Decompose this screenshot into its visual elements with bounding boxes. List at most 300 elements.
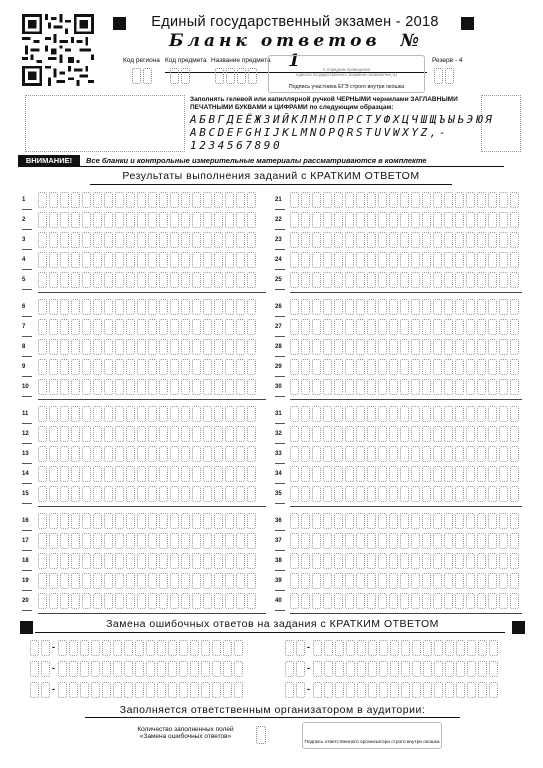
answer-cell[interactable] xyxy=(214,339,223,355)
answer-cell[interactable] xyxy=(49,299,58,315)
answer-cell[interactable] xyxy=(444,252,453,268)
answer-cell[interactable] xyxy=(499,192,508,208)
replacement-cell[interactable] xyxy=(346,682,355,698)
answer-cell[interactable] xyxy=(334,533,343,549)
replacement-cell[interactable] xyxy=(456,640,465,656)
answer-cell[interactable] xyxy=(411,446,420,462)
answer-cell[interactable] xyxy=(192,299,201,315)
answer-cell[interactable] xyxy=(356,406,365,422)
answer-cell[interactable] xyxy=(170,212,179,228)
answer-cell[interactable] xyxy=(367,252,376,268)
answer-cell[interactable] xyxy=(312,192,321,208)
replacement-cell[interactable] xyxy=(113,682,122,698)
answer-cell[interactable] xyxy=(477,553,486,569)
answer-cell[interactable] xyxy=(181,486,190,502)
answer-cell[interactable] xyxy=(455,212,464,228)
answer-cell[interactable] xyxy=(115,533,124,549)
replacement-cell[interactable] xyxy=(368,640,377,656)
replacement-cell[interactable] xyxy=(296,682,305,698)
answer-cell[interactable] xyxy=(82,446,91,462)
replacement-cell[interactable] xyxy=(313,682,322,698)
answer-cell[interactable] xyxy=(203,406,212,422)
replacement-cell[interactable] xyxy=(223,640,232,656)
replacement-cell[interactable] xyxy=(285,640,294,656)
answer-cell[interactable] xyxy=(170,299,179,315)
answer-cell[interactable] xyxy=(214,359,223,375)
answer-cell[interactable] xyxy=(378,299,387,315)
answer-cell[interactable] xyxy=(181,299,190,315)
answer-cell[interactable] xyxy=(323,593,332,609)
answer-cell[interactable] xyxy=(345,379,354,395)
answer-cell[interactable] xyxy=(49,232,58,248)
replacement-cell[interactable] xyxy=(296,640,305,656)
answer-cell[interactable] xyxy=(422,379,431,395)
answer-cell[interactable] xyxy=(510,533,519,549)
answer-cell[interactable] xyxy=(82,573,91,589)
answer-cell[interactable] xyxy=(488,299,497,315)
answer-cell[interactable] xyxy=(455,232,464,248)
answer-cell[interactable] xyxy=(389,486,398,502)
answer-cell[interactable] xyxy=(236,272,245,288)
answer-cell[interactable] xyxy=(247,446,256,462)
replacement-cell[interactable] xyxy=(324,640,333,656)
answer-cell[interactable] xyxy=(115,299,124,315)
answer-cell[interactable] xyxy=(225,319,234,335)
answer-cell[interactable] xyxy=(170,319,179,335)
replacement-cell[interactable] xyxy=(168,640,177,656)
answer-cell[interactable] xyxy=(356,339,365,355)
answer-cell[interactable] xyxy=(192,252,201,268)
answer-cell[interactable] xyxy=(115,446,124,462)
replacement-cell[interactable] xyxy=(412,682,421,698)
answer-cell[interactable] xyxy=(60,486,69,502)
replacement-cell[interactable] xyxy=(157,640,166,656)
answer-cell[interactable] xyxy=(49,426,58,442)
answer-cell[interactable] xyxy=(148,212,157,228)
answer-cell[interactable] xyxy=(203,339,212,355)
answer-cell[interactable] xyxy=(433,359,442,375)
answer-cell[interactable] xyxy=(93,272,102,288)
answer-cell[interactable] xyxy=(225,299,234,315)
answer-cell[interactable] xyxy=(466,359,475,375)
replacement-cell[interactable] xyxy=(379,682,388,698)
answer-cell[interactable] xyxy=(115,573,124,589)
answer-cell[interactable] xyxy=(466,426,475,442)
answer-cell[interactable] xyxy=(400,573,409,589)
replacement-cell[interactable] xyxy=(357,661,366,677)
answer-cell[interactable] xyxy=(137,466,146,482)
answer-cell[interactable] xyxy=(82,359,91,375)
answer-cell[interactable] xyxy=(477,486,486,502)
answer-cell[interactable] xyxy=(510,319,519,335)
answer-cell[interactable] xyxy=(290,446,299,462)
answer-cell[interactable] xyxy=(203,573,212,589)
answer-cell[interactable] xyxy=(236,573,245,589)
answer-cell[interactable] xyxy=(290,212,299,228)
replacement-cell[interactable] xyxy=(69,661,78,677)
answer-cell[interactable] xyxy=(170,272,179,288)
answer-cell[interactable] xyxy=(323,359,332,375)
answer-cell[interactable] xyxy=(466,593,475,609)
reserve-cell[interactable] xyxy=(445,68,454,84)
answer-cell[interactable] xyxy=(455,406,464,422)
answer-cell[interactable] xyxy=(433,232,442,248)
answer-cell[interactable] xyxy=(488,553,497,569)
answer-cell[interactable] xyxy=(159,486,168,502)
answer-cell[interactable] xyxy=(104,486,113,502)
answer-cell[interactable] xyxy=(455,573,464,589)
answer-cell[interactable] xyxy=(334,272,343,288)
answer-cell[interactable] xyxy=(378,513,387,529)
answer-cell[interactable] xyxy=(444,299,453,315)
answer-cell[interactable] xyxy=(389,379,398,395)
answer-cell[interactable] xyxy=(455,446,464,462)
answer-cell[interactable] xyxy=(389,446,398,462)
answer-cell[interactable] xyxy=(93,359,102,375)
answer-cell[interactable] xyxy=(126,272,135,288)
answer-cell[interactable] xyxy=(93,212,102,228)
replacement-cell[interactable] xyxy=(212,640,221,656)
answer-cell[interactable] xyxy=(356,486,365,502)
answer-cell[interactable] xyxy=(214,232,223,248)
replacement-cell[interactable] xyxy=(80,661,89,677)
answer-cell[interactable] xyxy=(192,406,201,422)
replacement-cell[interactable] xyxy=(401,640,410,656)
answer-cell[interactable] xyxy=(71,232,80,248)
answer-cell[interactable] xyxy=(126,466,135,482)
answer-cell[interactable] xyxy=(148,232,157,248)
answer-cell[interactable] xyxy=(301,379,310,395)
answer-cell[interactable] xyxy=(115,359,124,375)
answer-cell[interactable] xyxy=(192,553,201,569)
answer-cell[interactable] xyxy=(214,513,223,529)
answer-cell[interactable] xyxy=(367,553,376,569)
answer-cell[interactable] xyxy=(170,513,179,529)
answer-cell[interactable] xyxy=(71,299,80,315)
answer-cell[interactable] xyxy=(71,212,80,228)
answer-cell[interactable] xyxy=(477,272,486,288)
answer-cell[interactable] xyxy=(389,252,398,268)
replacement-cell[interactable] xyxy=(30,682,39,698)
answer-cell[interactable] xyxy=(159,359,168,375)
answer-cell[interactable] xyxy=(192,359,201,375)
answer-cell[interactable] xyxy=(170,426,179,442)
answer-cell[interactable] xyxy=(290,359,299,375)
answer-cell[interactable] xyxy=(455,466,464,482)
answer-cell[interactable] xyxy=(334,553,343,569)
answer-cell[interactable] xyxy=(488,446,497,462)
answer-cell[interactable] xyxy=(323,272,332,288)
answer-cell[interactable] xyxy=(367,299,376,315)
answer-cell[interactable] xyxy=(356,553,365,569)
answer-cell[interactable] xyxy=(367,426,376,442)
answer-cell[interactable] xyxy=(334,466,343,482)
answer-cell[interactable] xyxy=(203,533,212,549)
answer-cell[interactable] xyxy=(159,466,168,482)
answer-cell[interactable] xyxy=(422,232,431,248)
replacement-cell[interactable] xyxy=(223,682,232,698)
answer-cell[interactable] xyxy=(422,513,431,529)
answer-cell[interactable] xyxy=(301,252,310,268)
answer-cell[interactable] xyxy=(389,232,398,248)
answer-cell[interactable] xyxy=(334,339,343,355)
answer-cell[interactable] xyxy=(214,192,223,208)
answer-cell[interactable] xyxy=(93,339,102,355)
answer-cell[interactable] xyxy=(71,533,80,549)
answer-cell[interactable] xyxy=(82,379,91,395)
answer-cell[interactable] xyxy=(510,466,519,482)
answer-cell[interactable] xyxy=(225,192,234,208)
replacement-cell[interactable] xyxy=(346,640,355,656)
answer-cell[interactable] xyxy=(312,486,321,502)
replacement-cell[interactable] xyxy=(324,682,333,698)
answer-cell[interactable] xyxy=(433,212,442,228)
replacement-cell[interactable] xyxy=(190,640,199,656)
answer-cell[interactable] xyxy=(38,593,47,609)
answer-cell[interactable] xyxy=(345,252,354,268)
answer-cell[interactable] xyxy=(290,192,299,208)
answer-cell[interactable] xyxy=(159,553,168,569)
answer-cell[interactable] xyxy=(422,272,431,288)
answer-cell[interactable] xyxy=(170,359,179,375)
reserve-cell[interactable] xyxy=(434,68,443,84)
answer-cell[interactable] xyxy=(148,446,157,462)
answer-cell[interactable] xyxy=(499,232,508,248)
answer-cell[interactable] xyxy=(290,426,299,442)
answer-cell[interactable] xyxy=(192,593,201,609)
answer-cell[interactable] xyxy=(433,299,442,315)
answer-cell[interactable] xyxy=(499,486,508,502)
answer-cell[interactable] xyxy=(400,252,409,268)
answer-cell[interactable] xyxy=(93,232,102,248)
answer-cell[interactable] xyxy=(203,553,212,569)
replacement-cell[interactable] xyxy=(69,682,78,698)
answer-cell[interactable] xyxy=(455,593,464,609)
answer-cell[interactable] xyxy=(93,513,102,529)
answer-cell[interactable] xyxy=(170,252,179,268)
answer-cell[interactable] xyxy=(466,212,475,228)
answer-cell[interactable] xyxy=(115,319,124,335)
answer-cell[interactable] xyxy=(466,272,475,288)
answer-cell[interactable] xyxy=(38,446,47,462)
answer-cell[interactable] xyxy=(312,319,321,335)
answer-cell[interactable] xyxy=(192,486,201,502)
answer-cell[interactable] xyxy=(203,426,212,442)
answer-cell[interactable] xyxy=(181,379,190,395)
answer-cell[interactable] xyxy=(488,426,497,442)
answer-cell[interactable] xyxy=(115,192,124,208)
answer-cell[interactable] xyxy=(389,192,398,208)
answer-cell[interactable] xyxy=(159,573,168,589)
replacement-cell[interactable] xyxy=(412,640,421,656)
answer-cell[interactable] xyxy=(71,486,80,502)
answer-cell[interactable] xyxy=(82,319,91,335)
answer-cell[interactable] xyxy=(477,573,486,589)
answer-cell[interactable] xyxy=(466,553,475,569)
answer-cell[interactable] xyxy=(214,426,223,442)
answer-cell[interactable] xyxy=(214,446,223,462)
answer-cell[interactable] xyxy=(378,252,387,268)
replacement-cell[interactable] xyxy=(434,661,443,677)
replacement-cell[interactable] xyxy=(212,682,221,698)
replacement-cell[interactable] xyxy=(456,682,465,698)
answer-cell[interactable] xyxy=(203,359,212,375)
answer-cell[interactable] xyxy=(323,339,332,355)
answer-cell[interactable] xyxy=(499,359,508,375)
answer-cell[interactable] xyxy=(488,359,497,375)
answer-cell[interactable] xyxy=(148,573,157,589)
answer-cell[interactable] xyxy=(104,513,113,529)
answer-cell[interactable] xyxy=(499,466,508,482)
answer-cell[interactable] xyxy=(126,339,135,355)
answer-cell[interactable] xyxy=(225,533,234,549)
replacement-cell[interactable] xyxy=(179,682,188,698)
answer-cell[interactable] xyxy=(126,359,135,375)
answer-cell[interactable] xyxy=(367,339,376,355)
answer-cell[interactable] xyxy=(49,513,58,529)
answer-cell[interactable] xyxy=(345,593,354,609)
answer-cell[interactable] xyxy=(444,379,453,395)
answer-cell[interactable] xyxy=(455,319,464,335)
answer-cell[interactable] xyxy=(312,252,321,268)
answer-cell[interactable] xyxy=(104,406,113,422)
answer-cell[interactable] xyxy=(433,593,442,609)
answer-cell[interactable] xyxy=(170,486,179,502)
answer-cell[interactable] xyxy=(148,553,157,569)
answer-cell[interactable] xyxy=(345,319,354,335)
answer-cell[interactable] xyxy=(115,406,124,422)
answer-cell[interactable] xyxy=(400,359,409,375)
answer-cell[interactable] xyxy=(378,553,387,569)
answer-cell[interactable] xyxy=(499,513,508,529)
answer-cell[interactable] xyxy=(225,359,234,375)
answer-cell[interactable] xyxy=(389,359,398,375)
answer-cell[interactable] xyxy=(378,212,387,228)
answer-cell[interactable] xyxy=(411,379,420,395)
answer-cell[interactable] xyxy=(181,319,190,335)
answer-cell[interactable] xyxy=(71,252,80,268)
answer-cell[interactable] xyxy=(225,486,234,502)
replacement-cell[interactable] xyxy=(190,682,199,698)
answer-cell[interactable] xyxy=(510,212,519,228)
replacement-cell[interactable] xyxy=(41,661,50,677)
answer-cell[interactable] xyxy=(170,379,179,395)
answer-cell[interactable] xyxy=(236,339,245,355)
answer-cell[interactable] xyxy=(49,466,58,482)
replacement-count-cell[interactable] xyxy=(256,726,266,744)
answer-cell[interactable] xyxy=(367,533,376,549)
answer-cell[interactable] xyxy=(137,573,146,589)
answer-cell[interactable] xyxy=(82,533,91,549)
answer-cell[interactable] xyxy=(378,379,387,395)
replacement-cell[interactable] xyxy=(467,640,476,656)
replacement-cell[interactable] xyxy=(30,640,39,656)
answer-cell[interactable] xyxy=(345,466,354,482)
answer-cell[interactable] xyxy=(49,533,58,549)
answer-cell[interactable] xyxy=(126,553,135,569)
answer-cell[interactable] xyxy=(378,272,387,288)
answer-cell[interactable] xyxy=(334,232,343,248)
answer-cell[interactable] xyxy=(214,212,223,228)
answer-cell[interactable] xyxy=(137,379,146,395)
answer-cell[interactable] xyxy=(312,212,321,228)
answer-cell[interactable] xyxy=(159,232,168,248)
answer-cell[interactable] xyxy=(247,593,256,609)
answer-cell[interactable] xyxy=(323,212,332,228)
replacement-cell[interactable] xyxy=(201,682,210,698)
answer-cell[interactable] xyxy=(411,319,420,335)
answer-cell[interactable] xyxy=(236,486,245,502)
answer-cell[interactable] xyxy=(301,232,310,248)
answer-cell[interactable] xyxy=(126,593,135,609)
answer-cell[interactable] xyxy=(93,446,102,462)
replacement-cell[interactable] xyxy=(390,661,399,677)
answer-cell[interactable] xyxy=(225,446,234,462)
answer-cell[interactable] xyxy=(290,593,299,609)
answer-cell[interactable] xyxy=(93,299,102,315)
answer-cell[interactable] xyxy=(323,426,332,442)
subject-code-cell[interactable] xyxy=(170,68,179,84)
answer-cell[interactable] xyxy=(60,533,69,549)
answer-cell[interactable] xyxy=(192,232,201,248)
answer-cell[interactable] xyxy=(137,299,146,315)
answer-cell[interactable] xyxy=(455,533,464,549)
answer-cell[interactable] xyxy=(181,212,190,228)
answer-cell[interactable] xyxy=(345,406,354,422)
answer-cell[interactable] xyxy=(389,466,398,482)
answer-cell[interactable] xyxy=(49,553,58,569)
answer-cell[interactable] xyxy=(422,426,431,442)
answer-cell[interactable] xyxy=(312,513,321,529)
answer-cell[interactable] xyxy=(389,299,398,315)
answer-cell[interactable] xyxy=(126,212,135,228)
answer-cell[interactable] xyxy=(49,406,58,422)
replacement-cell[interactable] xyxy=(234,640,243,656)
replacement-cell[interactable] xyxy=(135,661,144,677)
answer-cell[interactable] xyxy=(433,379,442,395)
answer-cell[interactable] xyxy=(323,466,332,482)
answer-cell[interactable] xyxy=(466,446,475,462)
answer-cell[interactable] xyxy=(356,466,365,482)
answer-cell[interactable] xyxy=(400,192,409,208)
answer-cell[interactable] xyxy=(115,426,124,442)
subject-name-cell[interactable] xyxy=(248,68,257,84)
answer-cell[interactable] xyxy=(192,426,201,442)
answer-cell[interactable] xyxy=(137,513,146,529)
answer-cell[interactable] xyxy=(455,252,464,268)
replacement-cell[interactable] xyxy=(168,682,177,698)
replacement-cell[interactable] xyxy=(434,640,443,656)
answer-cell[interactable] xyxy=(455,299,464,315)
answer-cell[interactable] xyxy=(422,212,431,228)
answer-cell[interactable] xyxy=(38,406,47,422)
answer-cell[interactable] xyxy=(236,446,245,462)
answer-cell[interactable] xyxy=(71,466,80,482)
answer-cell[interactable] xyxy=(137,406,146,422)
answer-cell[interactable] xyxy=(334,299,343,315)
answer-cell[interactable] xyxy=(444,446,453,462)
answer-cell[interactable] xyxy=(356,319,365,335)
answer-cell[interactable] xyxy=(356,359,365,375)
answer-cell[interactable] xyxy=(203,212,212,228)
answer-cell[interactable] xyxy=(115,513,124,529)
answer-cell[interactable] xyxy=(148,359,157,375)
answer-cell[interactable] xyxy=(488,212,497,228)
answer-cell[interactable] xyxy=(312,272,321,288)
answer-cell[interactable] xyxy=(225,466,234,482)
answer-cell[interactable] xyxy=(247,406,256,422)
answer-cell[interactable] xyxy=(345,299,354,315)
